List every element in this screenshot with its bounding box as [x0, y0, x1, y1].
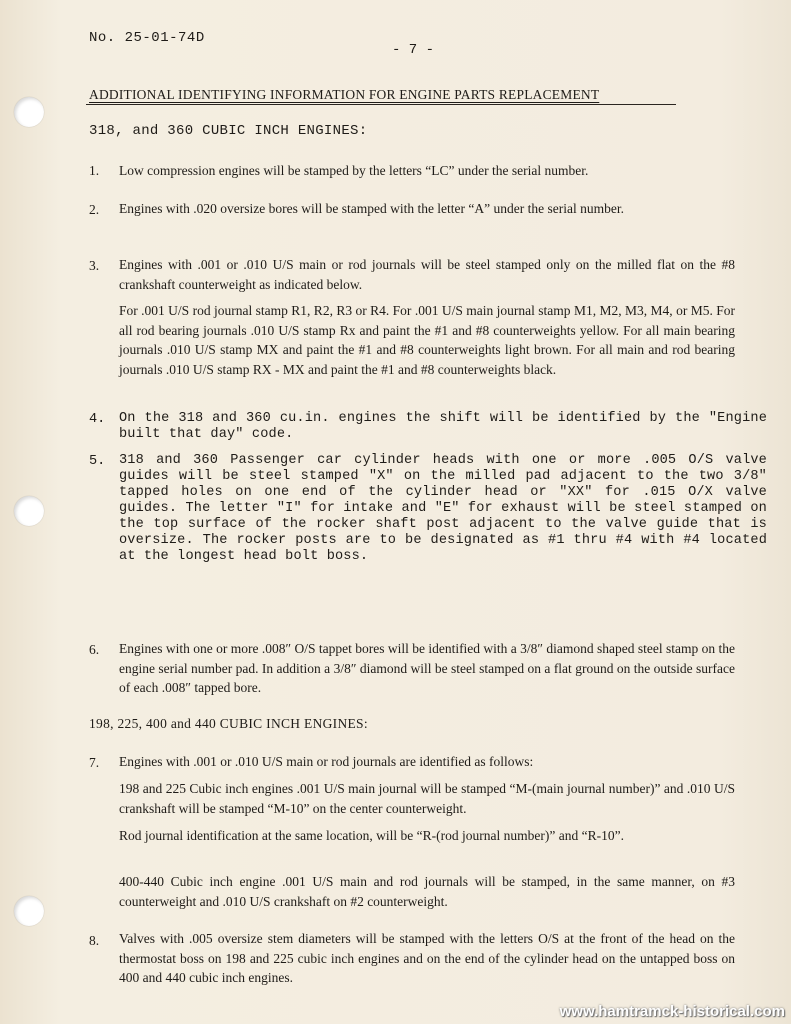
item-text: On the 318 and 360 cu.in. engines the shift will be identified by the "Engine built that day" code.	[119, 411, 767, 442]
item-text: Valves with .005 oversize stem diameters will be stamped with the letters O/S at the front of the head on the thermostat boss on 198 and 225 cubic inch engines and on the end of the cylinder head on the untapped boss on 400 and 440 cubic inch engines.	[119, 931, 735, 985]
item-number: 2.	[89, 202, 100, 217]
item-text: Engines with one or more .008″ O/S tappet bores will be identified with a 3/8″ diamond shaped steel stamp on the engine serial number pad. In addition a 3/8″ diamond will be steel stamped on a flat ground on the outside surface of each .008″ tapped bore.	[119, 641, 736, 695]
item-text: Engines with .020 oversize bores will be stamped with the letter “A” under the serial number.	[119, 201, 624, 216]
document-number: No. 25-01-74D	[89, 30, 205, 46]
watermark: www.hamtramck-historical.com	[559, 1003, 785, 1020]
punch-hole	[14, 97, 44, 127]
page-title: ADDITIONAL IDENTIFYING INFORMATION FOR ENGINE PARTS REPLACEMENT	[89, 87, 600, 102]
punch-hole	[14, 496, 44, 526]
punch-hole	[14, 896, 44, 926]
item-number: 5.	[89, 454, 106, 469]
page-number: - 7 -	[392, 42, 435, 58]
item-number: 8.	[89, 933, 100, 948]
item-number: 1.	[89, 163, 100, 178]
title-underline	[86, 104, 676, 105]
item-text: Low compression engines will be stamped by the letters “LC” under the serial number.	[119, 163, 589, 178]
item-text: Engines with .001 or .010 U/S main or rod journals will be steel stamped only on the milled flat on the #8 crankshaft counterweight as indicated below.	[119, 257, 735, 292]
item-number: 4.	[89, 412, 106, 427]
item-subtext: 198 and 225 Cubic inch engines .001 U/S main journal will be stamped “M-(main journal number)” and .010 U/S crankshaft will be stamped “M-10” on the center counterweight.	[119, 781, 735, 816]
item-text: Engines with .001 or .010 U/S main or rod journals are identified as follows:	[119, 754, 534, 769]
item-number: 6.	[89, 642, 100, 657]
item-number: 7.	[89, 755, 100, 770]
item-number: 3.	[89, 258, 100, 273]
item-subtext: Rod journal identification at the same location, will be “R-(rod journal number)” and “R-10”.	[119, 828, 624, 843]
section-heading: 318, and 360 CUBIC INCH ENGINES:	[89, 123, 368, 139]
section-heading: 198, 225, 400 and 440 CUBIC INCH ENGINES:	[89, 716, 368, 731]
item-subtext: For .001 U/S rod journal stamp R1, R2, R3 or R4. For .001 U/S main journal stamp M1, M2, M3, M4, or M5. For all rod bearing journals .010 U/S stamp Rx and paint the #1 and #8 counterweights yellow. For all main bearing journals .010 U/S stamp MX and paint the #1 and #8 counterweights light brown. For all main and rod bearing journals .010 U/S stamp RX - MX and paint the #1 and #8 counterweights black.	[119, 303, 735, 377]
item-subtext: 400-440 Cubic inch engine .001 U/S main and rod journals will be stamped, in the same manner, on #3 counterweight and .010 U/S crankshaft on #2 counterweight.	[119, 874, 735, 909]
item-text: 318 and 360 Passenger car cylinder heads with one or more .005 O/S valve guides will be steel stamped "X" on the milled pad adjacent to the two 3/8" tapped holes on one end of the cylinder head or "XX" for .015 O/X valve guides. The letter "I" for intake and "E" for exhaust will be steel stamped on the top surface of the rocker shaft post adjacent to the valve guide that is oversize. The rocker posts are to be designated as #1 thru #4 with #4 located at the longest head bolt boss.	[119, 453, 767, 564]
